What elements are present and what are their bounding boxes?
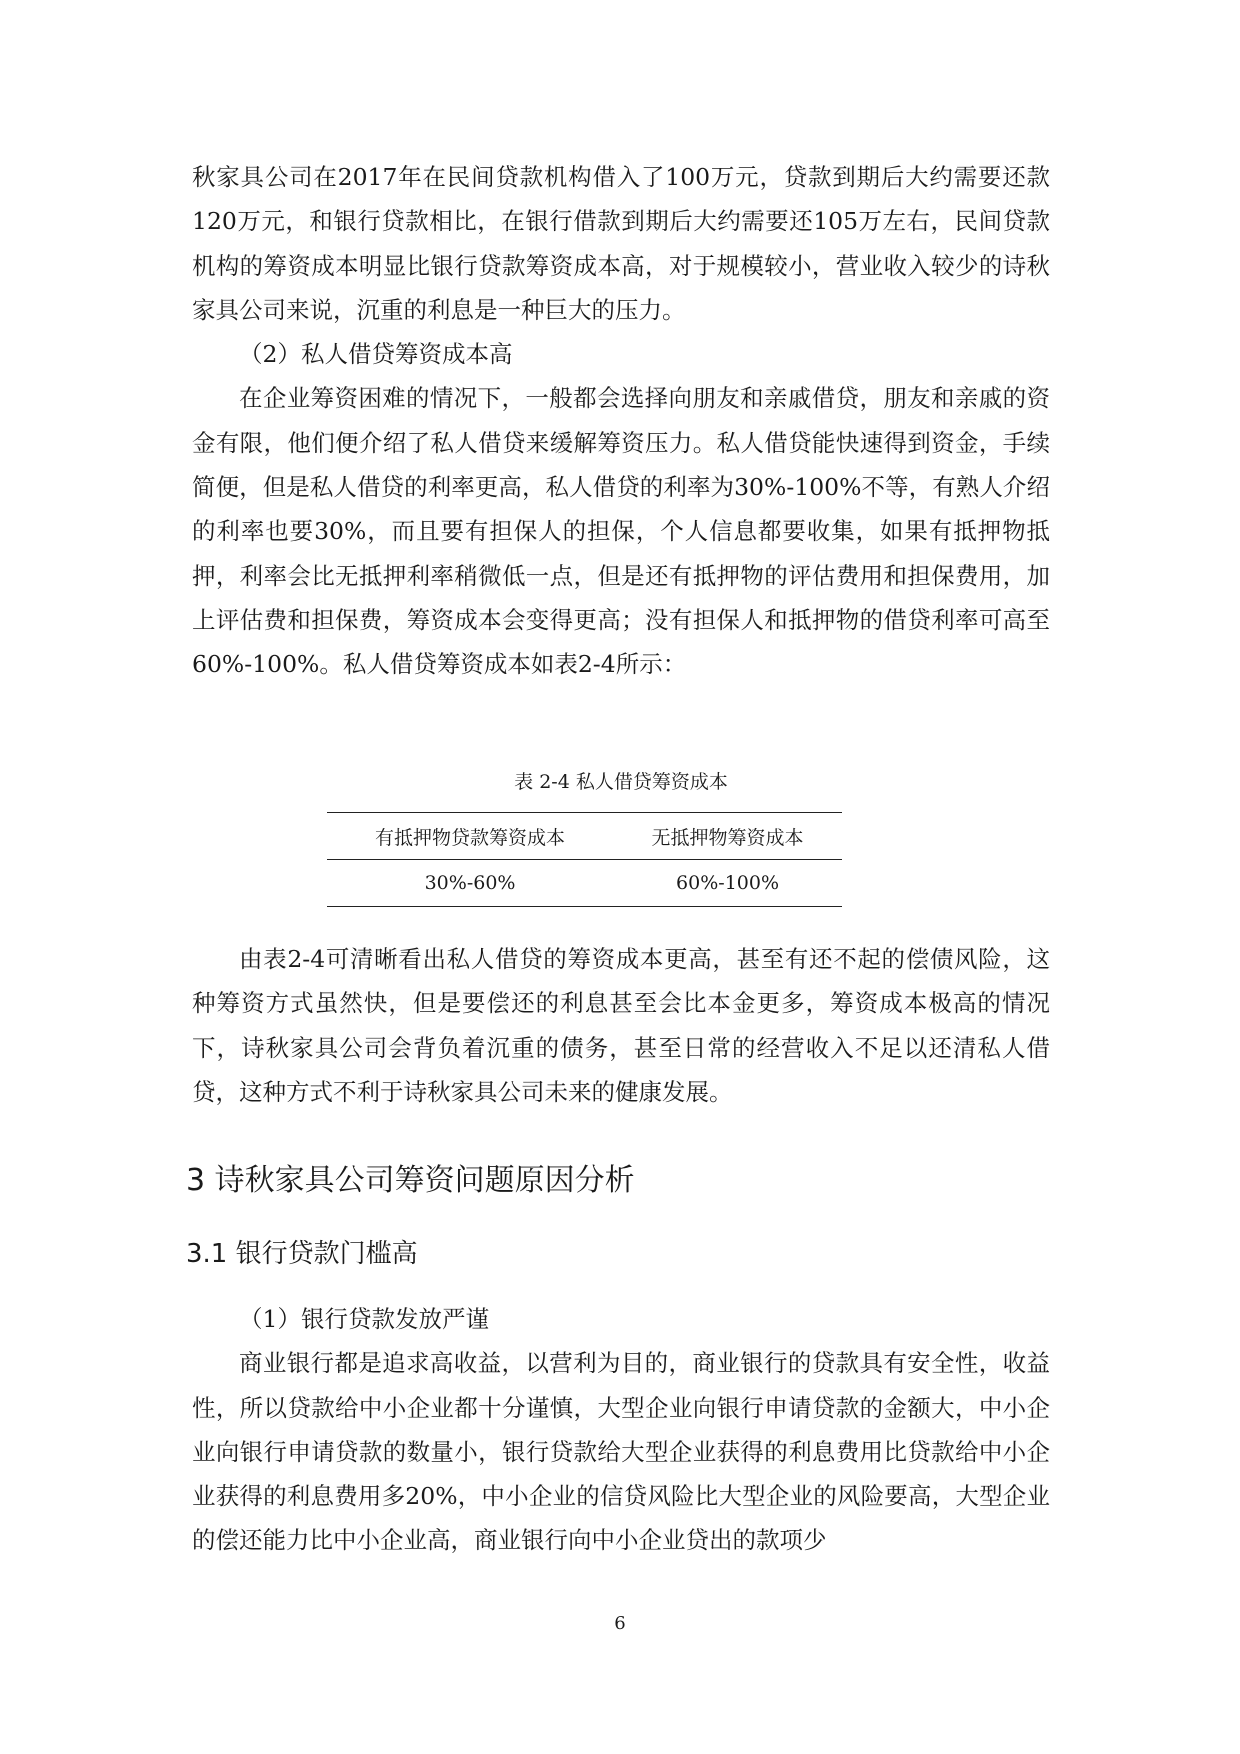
paragraph-1: 秋家具公司在2017年在民间贷款机构借入了100万元，贷款到期后大约需要还款120万元，和银行贷款相比，在银行借款到期后大约需要还105万左右，民间贷款机构的筹资成本明显比银行贷款筹资成本高，对于规模较小，营业收入较少的诗秋家具公司来说，沉重的利息是一种巨大的压力。 [192,163,1050,324]
page-number: 6 [614,1613,626,1634]
table-header-cell: 有抵押物贷款筹资成本 [327,813,613,860]
paragraph-4: 商业银行都是追求高收益，以营利为目的，商业银行的贷款具有安全性，收益性，所以贷款给中小企业都十分谨慎，大型企业向银行申请贷款的金额大，中小企业向银行申请贷款的数量小，银行贷款给大型企业获得的利息费用比贷款给中小企业获得的利息费用多20%，中小企业的信贷风险比大型企业的风险要高，大型企业的偿还能力比中小企业高，商业银行向中小企业贷出的款项少 [192,1349,1050,1555]
table-row [327,860,842,907]
table-cell: 30%-60% [327,860,613,907]
page-content [186,155,1050,1555]
table-caption: 表 2-4 私人借贷筹资成本 [514,771,728,793]
paragraph-2: 在企业筹资困难的情况下，一般都会选择向朋友和亲戚借贷，朋友和亲戚的资金有限，他们便介绍了私人借贷来缓解筹资压力。私人借贷能快速得到资金，手续简便，但是私人借贷的利率更高，私人借贷的利率为30%-100%不等，有熟人介绍的利率也要30%，而且要有担保人的担保，个人信息都要收集，如果有抵押物抵押，利率会比无抵押利率稍微低一点，但是还有抵押物的评估费用和担保费用，加上评估费和担保费，筹资成本会变得更高；没有担保人和抵押物的借贷利率可高至60%-100%。私人借贷筹资成本如表2-4所示： [192,384,1050,679]
subheading-private-lending: （2）私人借贷筹资成本高 [239,340,513,369]
subheading-bank-strict: （1）银行贷款发放严谨 [239,1305,489,1333]
section-heading-3: 3 诗秋家具公司筹资问题原因分析 [186,1163,635,1198]
section-3-1-body [192,1297,1050,1563]
post-table-section [192,937,1050,1114]
section-heading-3-1: 3.1 银行贷款门槛高 [186,1239,418,1269]
cost-table [327,812,842,907]
table-cell: 60%-100% [613,860,842,907]
paragraph-3: 由表2-4可清晰看出私人借贷的筹资成本更高，甚至有还不起的偿债风险，这种筹资方式虽然快，但是要偿还的利息甚至会比本金更多，筹资成本极高的情况下，诗秋家具公司会背负着沉重的债务，甚至日常的经营收入不足以还清私人借贷，这种方式不利于诗秋家具公司未来的健康发展。 [192,945,1050,1106]
table-header-row [327,813,842,860]
table-header-cell: 无抵押物筹资成本 [613,813,842,860]
